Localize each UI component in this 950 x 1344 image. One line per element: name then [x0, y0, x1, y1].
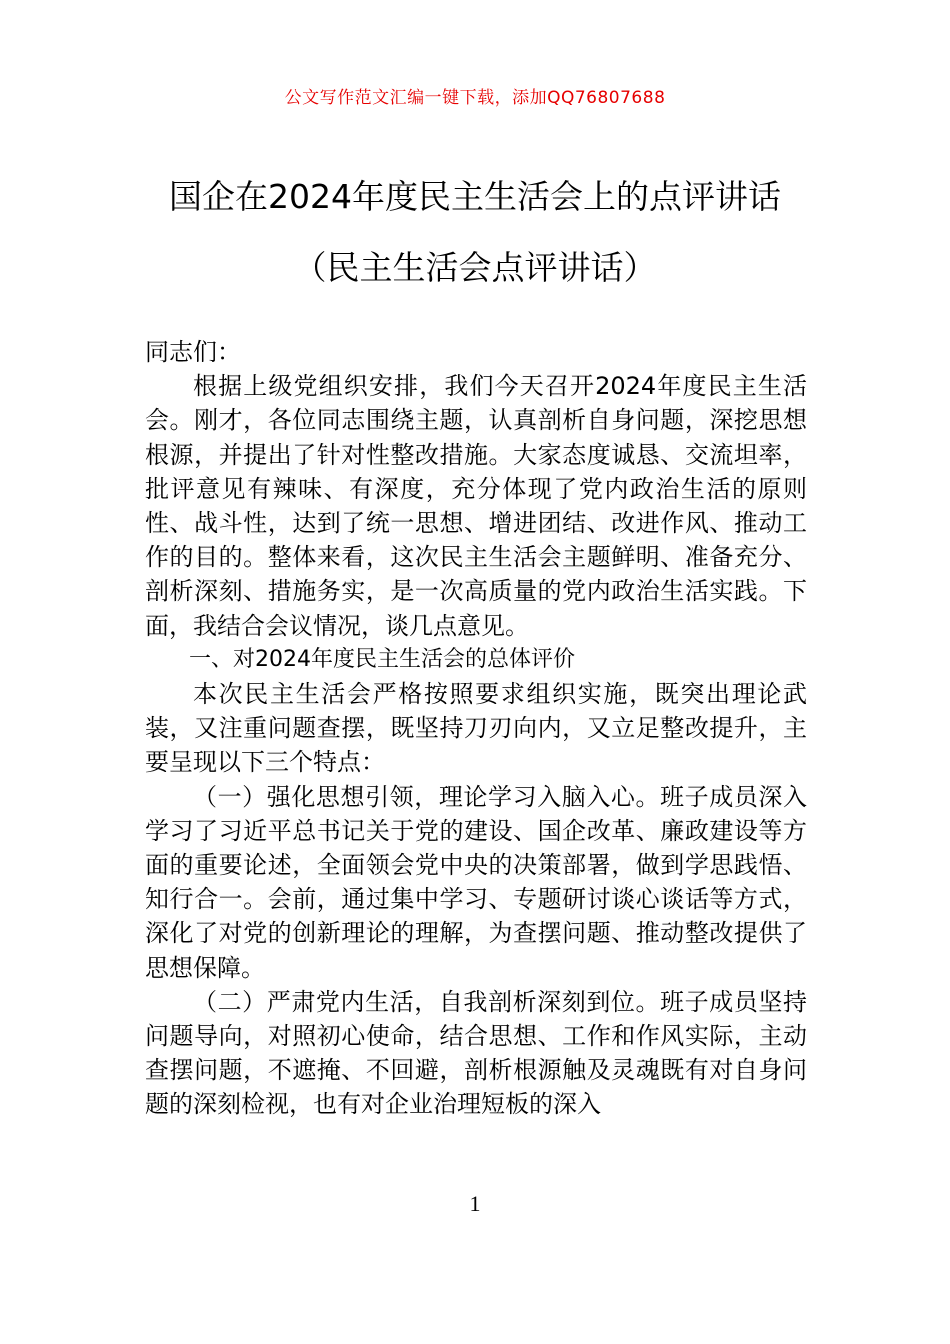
salutation: 同志们：	[145, 338, 241, 366]
document-subtitle: （民主生活会点评讲话）	[293, 248, 657, 287]
document-title: 国企在2024年度民主生活会上的点评讲话	[169, 177, 781, 216]
page-number: 1	[469, 1191, 481, 1216]
paragraph-point-1: （一）强化思想引领，理论学习入脑入心。班子成员深入学习了习近平总书记关于党的建设、国企改革、廉政建设等方面的重要论述，全面领会党中央的决策部署，做到学思践悟、知行合一。会前，通过集中学习、专题研讨谈心谈话等方式，深化了对党的创新理论的理解，为查摆问题、推动整改提供了思想保障。	[145, 782, 807, 982]
paragraph-overview: 本次民主生活会严格按照要求组织实施，既突出理论武装，又注重问题查摆，既坚持刀刃向内，又立足整改提升，主要呈现以下三个特点：	[145, 680, 807, 777]
section-heading-1: 一、对2024年度民主生活会的总体评价	[189, 646, 575, 672]
header-ad-text: 公文写作范文汇编一键下载，添加QQ76807688	[284, 88, 666, 108]
paragraph-intro: 根据上级党组织安排，我们今天召开2024年度民主生活会。刚才，各位同志围绕主题，认真剖析自身问题，深挖思想根源，并提出了针对性整改措施。大家态度诚恳、交流坦率，批评意见有辣味、有深度，充分体现了党内政治生活的原则性、战斗性，达到了统一思想、增进团结、改进作风、推动工作的目的。整体来看，这次民主生活会主题鲜明、准备充分、剖析深刻、措施务实，是一次高质量的党内政治生活实践。下面，我结合会议情况，谈几点意见。	[145, 372, 807, 640]
paragraph-point-2: （二）严肃党内生活，自我剖析深刻到位。班子成员坚持问题导向，对照初心使命，结合思想、工作和作风实际，主动查摆问题，不遮掩、不回避，剖析根源触及灵魂既有对自身问题的深刻检视，也有对企业治理短板的深入	[145, 987, 807, 1119]
document-body	[145, 335, 807, 1122]
